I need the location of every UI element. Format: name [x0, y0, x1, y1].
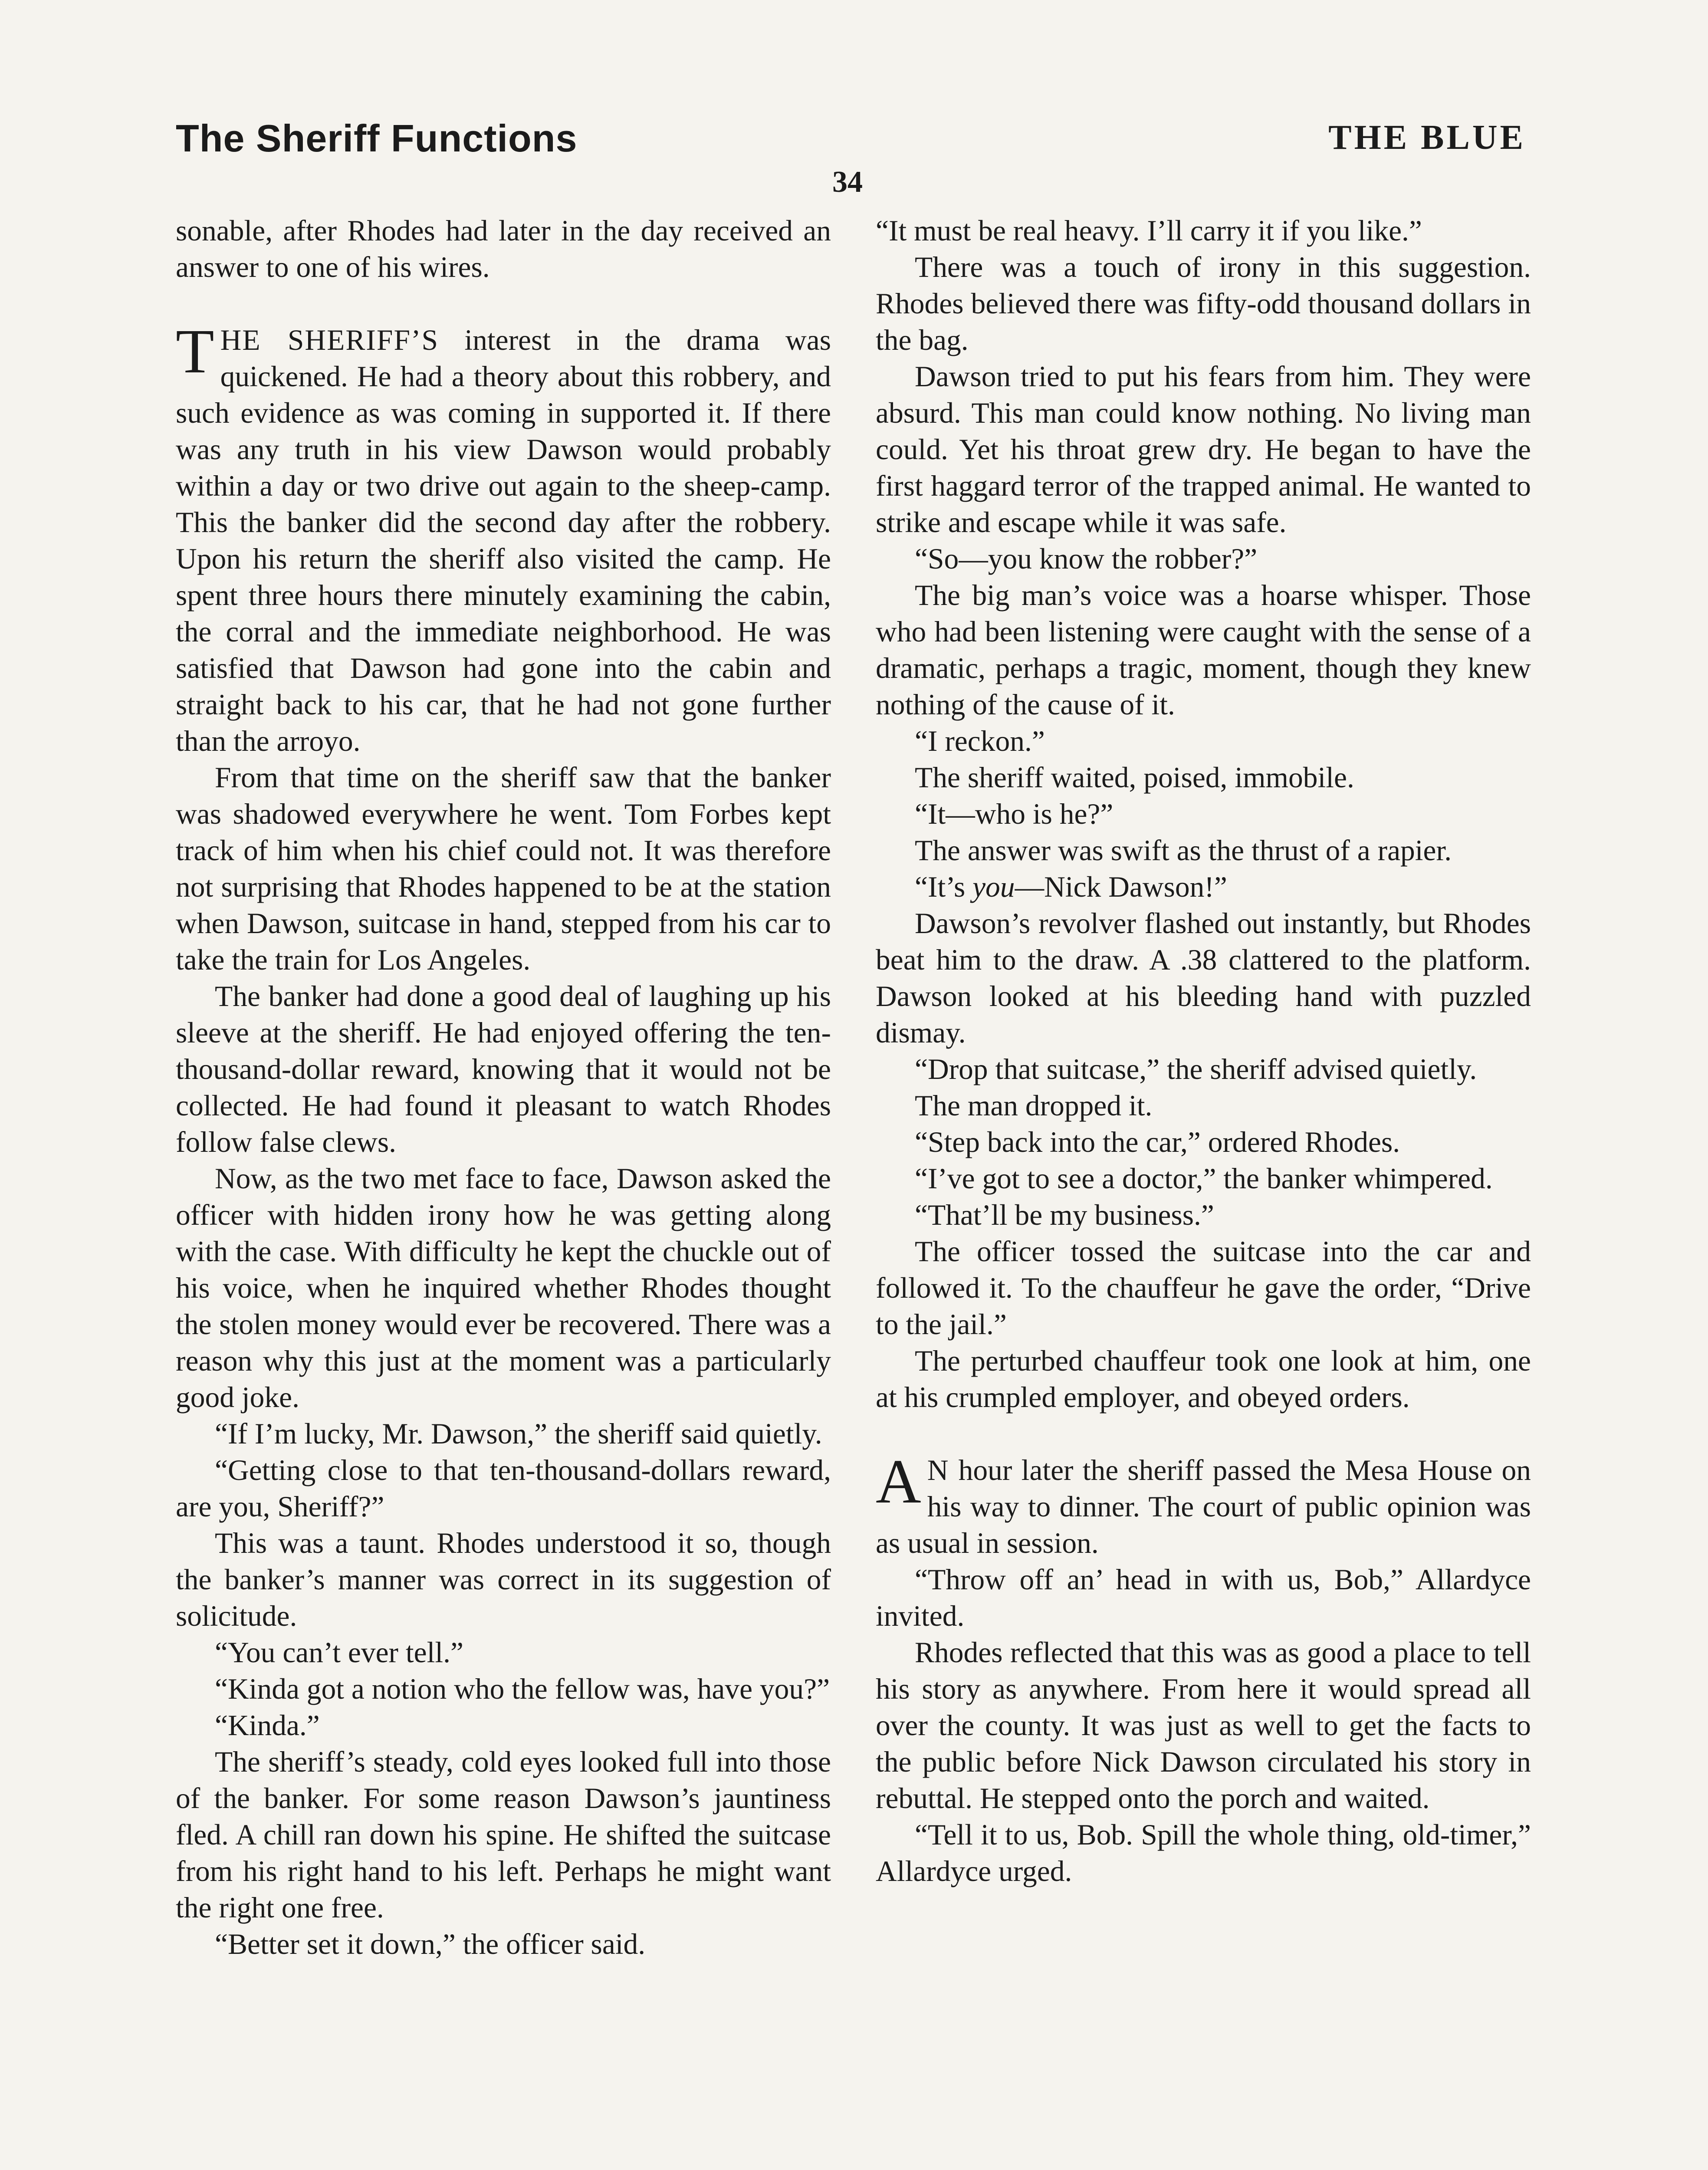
paragraph: Dawson tried to put his fears from him. They were absurd. This man could know nothing. No living man could. Yet his throat grew dry. He began to have the first haggard terror of the trapped animal. He wanted to strike and escape while it was safe. [876, 360, 1531, 539]
paragraph: “It must be real heavy. I’ll carry it if you like.” [876, 214, 1422, 247]
paragraph: Rhodes reflected that this was as good a place to tell his story as anywhere. From here it would spread all over the county. It was just as well to get the facts to the public before Nick Dawson circulated his story in rebuttal. He stepped onto the porch and waited. [876, 1636, 1531, 1815]
paragraph [876, 869, 1531, 905]
paragraph: The officer tossed the suitcase into the car and followed it. To the chauffeur he gave the order, “Drive to the jail.” [876, 1235, 1531, 1341]
paragraph: “Better set it down,” the officer said. [215, 1928, 646, 1960]
section-opening-paragraph [876, 1447, 1531, 1562]
paragraph: “Getting close to that ten-thousand-dollars reward, are you, Sheriff?” [176, 1454, 831, 1523]
emphasis-text: you [972, 871, 1015, 903]
paragraph: “I reckon.” [915, 725, 1045, 757]
page-number: 34 [832, 165, 863, 199]
paragraph: “You can’t ever tell.” [215, 1636, 463, 1669]
magazine-name: THE BLUE [1328, 118, 1526, 157]
lead-in: HE SHERIFF’S [220, 324, 439, 356]
section-opening-paragraph [176, 317, 831, 760]
paragraph: Dawson’s revolver flashed out instantly, but Rhodes beat him to the draw. A .38 clattered to the platform. Dawson looked at his bleeding hand with puzzled dismay. [876, 907, 1531, 1049]
paragraph: The big man’s voice was a hoarse whisper. Those who had been listening were caught with the sense of a dramatic, perhaps a tragic, moment, though they knew nothing of the cause of it. [876, 579, 1531, 721]
paragraph: “So—you know the robber?” [915, 542, 1258, 575]
paragraph: The perturbed chauffeur took one look at him, one at his crumpled employer, and obeyed orders. [876, 1345, 1531, 1414]
left-column [176, 213, 831, 1963]
story-title: The Sheriff Functions [176, 117, 578, 160]
lead-in: N [927, 1454, 949, 1486]
paragraph: “If I’m lucky, Mr. Dawson,” the sheriff said quietly. [215, 1417, 822, 1450]
paragraph-text: hour later the sheriff passed the Mesa House on his way to dinner. The court of public opinion was as usual in session. [876, 1454, 1531, 1559]
paragraph: “That’ll be my business.” [915, 1199, 1214, 1231]
paragraph: The sheriff’s steady, cold eyes looked full into those of the banker. For some reason Dawson’s jauntiness fled. A chill ran down his spine. He shifted the suitcase from his right hand to his left. Perhaps he might want the right one free. [176, 1746, 831, 1924]
drop-cap: T [176, 317, 214, 386]
paragraph: This was a taunt. Rhodes understood it so, though the banker’s manner was correct in its suggestion of solicitude. [176, 1527, 831, 1632]
paragraph-text: “It’s [915, 871, 973, 903]
paragraph: “It—who is he?” [915, 798, 1113, 830]
paragraph: “Kinda.” [215, 1709, 320, 1742]
paragraph: “Tell it to us, Bob. Spill the whole thing, old-timer,” Allardyce urged. [876, 1818, 1531, 1887]
paragraph-text: —Nick Dawson!” [1015, 871, 1227, 903]
paragraph: “Step back into the car,” ordered Rhodes. [915, 1126, 1400, 1158]
paragraph: The answer was swift as the thrust of a rapier. [915, 834, 1452, 867]
paragraph-text: interest in the drama was quickened. He had a theory about this robbery, and such evidence as was coming in supported it. If there was any truth in his view Dawson would probably within a day or two drive out again to the sheep-camp. This the banker did the second day after the robbery. Upon his return the sheriff also visited the camp. He spent three hours there minutely examining the cabin, the corral and the immediate neighborhood. He was satisfied that Dawson had gone into the cabin and straight back to his car, that he had not gone further than the arroyo. [176, 324, 831, 757]
paragraph: The banker had done a good deal of laughing up his sleeve at the sheriff. He had enjoyed offering the ten-thousand-dollar reward, knowing that it would not be collected. He had found it pleasant to watch Rhodes follow false clews. [176, 980, 831, 1158]
paragraph: “Drop that suitcase,” the sheriff advised quietly. [915, 1053, 1477, 1085]
paragraph: From that time on the sheriff saw that the banker was shadowed everywhere he went. Tom Forbes kept track of him when his chief could not. It was therefore not surprising that Rhodes happened to be at the station when Dawson, suitcase in hand, stepped from his car to take the train for Los Angeles. [176, 761, 831, 976]
paragraph: The man dropped it. [915, 1089, 1153, 1122]
paragraph: There was a touch of irony in this suggestion. Rhodes believed there was fifty-odd thousand dollars in the bag. [876, 251, 1531, 356]
paragraph: “I’ve got to see a doctor,” the banker whimpered. [915, 1162, 1493, 1195]
paragraph: sonable, after Rhodes had later in the day received an answer to one of his wires. [176, 214, 831, 283]
paragraph: “Kinda got a notion who the fellow was, have you?” [215, 1673, 830, 1705]
paragraph: The sheriff waited, poised, immobile. [915, 761, 1354, 794]
drop-cap: A [876, 1447, 921, 1516]
right-column [876, 213, 1531, 1890]
paragraph: “Throw off an’ head in with us, Bob,” Allardyce invited. [876, 1563, 1531, 1632]
paragraph: Now, as the two met face to face, Dawson asked the officer with hidden irony how he was getting along with the case. With difficulty he kept the chuckle out of his voice, when he inquired whether Rhodes thought the stolen money would ever be recovered. There was a reason why this just at the moment was a particularly good joke. [176, 1162, 831, 1414]
